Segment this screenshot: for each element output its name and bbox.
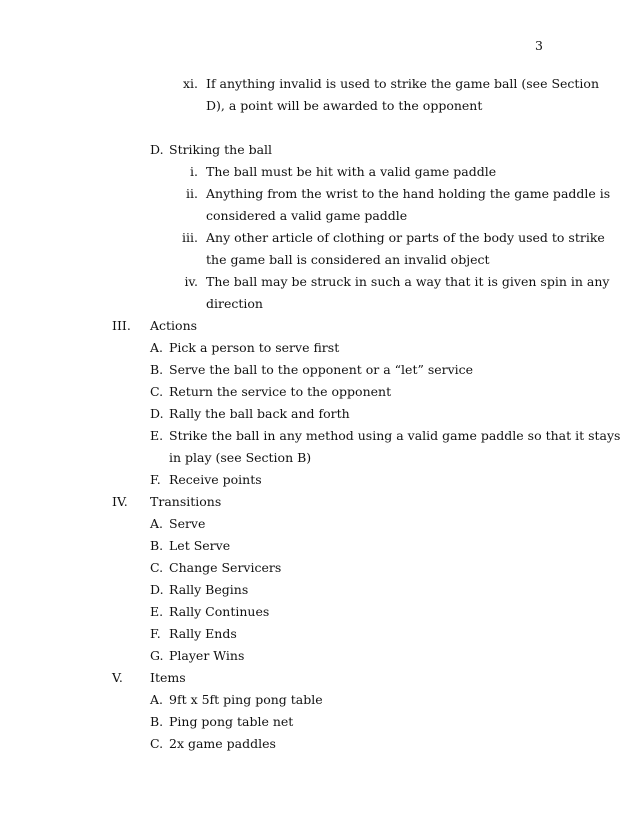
list-item-text: in play (see Section B)	[169, 450, 312, 465]
list-item-text: Change Servicers	[169, 560, 282, 575]
list-item-text: 9ft x 5ft ping pong table	[169, 692, 323, 707]
list-item-text: Ping pong table net	[169, 714, 294, 729]
list-item-text: Receive points	[169, 472, 262, 487]
list-marker: xi.	[182, 76, 198, 91]
list-marker: F.	[150, 472, 161, 487]
list-item-text: 2x game paddles	[169, 736, 276, 751]
list-item-text: Serve the ball to the opponent or a “let” service	[169, 362, 474, 377]
section-marker: V.	[112, 670, 123, 685]
list-item-text: direction	[206, 296, 263, 311]
list-marker: D.	[150, 582, 164, 597]
list-item-text: Rally Begins	[169, 582, 249, 597]
list-item-text: The ball may be struck in such a way that it is given spin in any	[206, 274, 610, 289]
list-marker: D.	[150, 406, 164, 421]
subsection-title: Striking the ball	[169, 142, 273, 157]
section-title: Actions	[150, 318, 198, 333]
list-item-text: D), a point will be awarded to the opponent	[206, 98, 483, 113]
list-item-text: Pick a person to serve first	[169, 340, 340, 355]
list-marker: E.	[150, 428, 164, 443]
section-marker: III.	[112, 318, 131, 333]
list-marker: A.	[150, 340, 164, 355]
list-marker: A.	[150, 516, 164, 531]
list-marker: F.	[150, 626, 161, 641]
list-item-text: If anything invalid is used to strike the game ball (see Section	[206, 76, 599, 91]
list-marker: ii.	[186, 186, 198, 201]
list-marker: C.	[150, 384, 164, 399]
section-marker: IV.	[112, 494, 128, 509]
list-item-text: the game ball is considered an invalid object	[206, 252, 490, 267]
list-marker: C.	[150, 736, 164, 751]
list-item-text: Rally the ball back and forth	[169, 406, 350, 421]
list-item-text: Strike the ball in any method using a valid game paddle so that it stays	[169, 428, 621, 443]
list-item-text: Let Serve	[169, 538, 231, 553]
list-marker: C.	[150, 560, 164, 575]
list-item-text: Any other article of clothing or parts of the body used to strike	[206, 230, 605, 245]
list-marker: E.	[150, 604, 164, 619]
page-number: 3	[535, 38, 543, 53]
list-marker: iv.	[184, 274, 198, 289]
list-item-text: Anything from the wrist to the hand holding the game paddle is	[206, 186, 611, 201]
list-item-text: Rally Ends	[169, 626, 237, 641]
list-marker: B.	[150, 362, 164, 377]
list-marker: A.	[150, 692, 164, 707]
list-item-text: The ball must be hit with a valid game paddle	[206, 164, 497, 179]
list-item-text: Player Wins	[169, 648, 245, 663]
section-title: Transitions	[150, 494, 222, 509]
list-marker: B.	[150, 538, 164, 553]
list-marker: B.	[150, 714, 164, 729]
list-item-text: considered a valid game paddle	[206, 208, 408, 223]
list-marker: G.	[150, 648, 164, 663]
section-title: Items	[150, 670, 186, 685]
list-marker: i.	[190, 164, 198, 179]
list-marker: D.	[150, 142, 164, 157]
list-item-text: Return the service to the opponent	[169, 384, 392, 399]
list-item-text: Rally Continues	[169, 604, 270, 619]
list-marker: iii.	[182, 230, 198, 245]
list-item-text: Serve	[169, 516, 206, 531]
